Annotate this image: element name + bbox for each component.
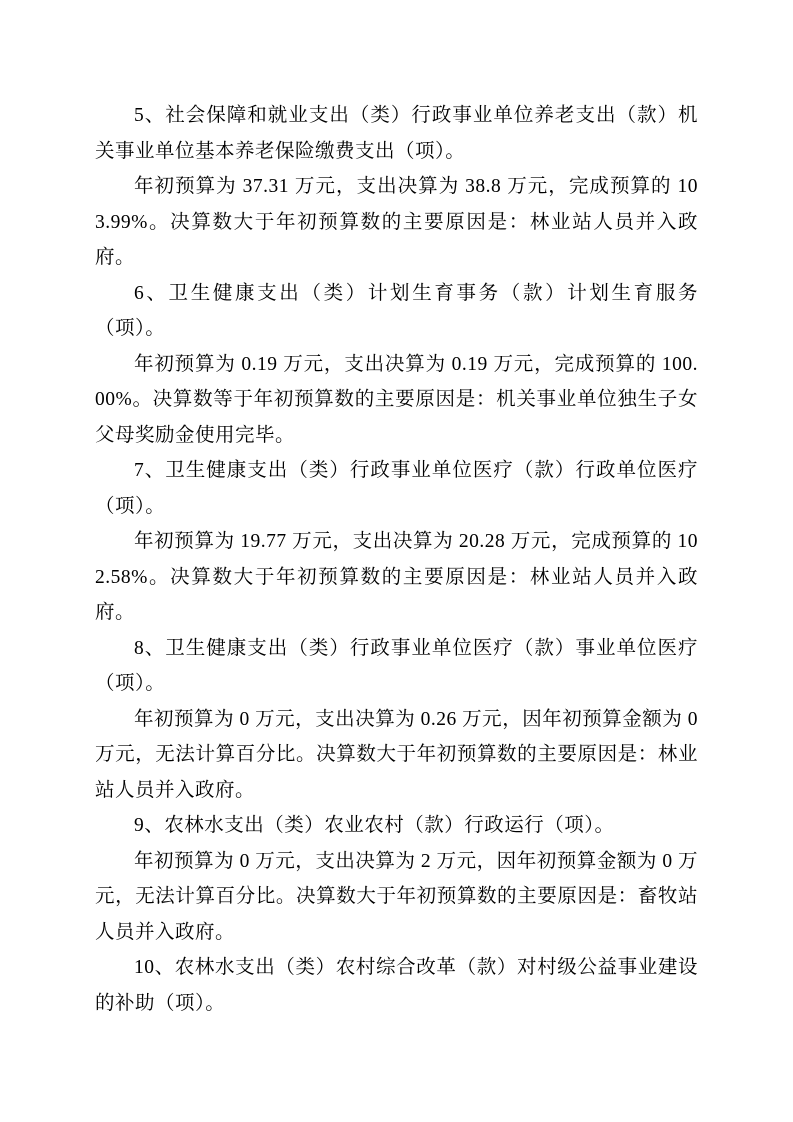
document-body bbox=[95, 98, 698, 1021]
paragraph-item-9: 9、农林水支出（类）农业农村（款）行政运行（项）。 bbox=[134, 815, 615, 836]
paragraph-budget-6: 年初预算为 0.19 万元，支出决算为 0.19 万元，完成预算的 100.00%。决算数等于年初预算数的主要原因是：机关事业单位独生子女父母奖励金使用完毕。 bbox=[95, 353, 698, 446]
paragraph-budget-8: 年初预算为 0 万元，支出决算为 0.26 万元，因年初预算金额为 0 万元，无法计算百分比。决算数大于年初预算数的主要原因是：林业站人员并入政府。 bbox=[95, 708, 698, 801]
paragraph-item-7: 7、卫生健康支出（类）行政事业单位医疗（款）行政单位医疗（项）。 bbox=[95, 460, 698, 517]
paragraph-item-8: 8、卫生健康支出（类）行政事业单位医疗（款）事业单位医疗（项）。 bbox=[95, 637, 698, 694]
paragraph-budget-5: 年初预算为 37.31 万元，支出决算为 38.8 万元，完成预算的 103.99%。决算数大于年初预算数的主要原因是：林业站人员并入政府。 bbox=[95, 176, 698, 268]
paragraph-budget-7: 年初预算为 19.77 万元，支出决算为 20.28 万元，完成预算的 102.58%。决算数大于年初预算数的主要原因是：林业站人员并入政府。 bbox=[95, 531, 698, 623]
paragraph-item-10: 10、农林水支出（类）农村综合改革（款）对村级公益事业建设的补助（项）。 bbox=[95, 957, 698, 1014]
paragraph-budget-9: 年初预算为 0 万元，支出决算为 2 万元，因年初预算金额为 0 万元，无法计算百分比。决算数大于年初预算数的主要原因是：畜牧站人员并入政府。 bbox=[95, 850, 698, 943]
paragraph-item-6: 6、卫生健康支出（类）计划生育事务（款）计划生育服务（项）。 bbox=[95, 282, 698, 339]
paragraph-item-5: 5、社会保障和就业支出（类）行政事业单位养老支出（款）机关事业单位基本养老保险缴费支出（项）。 bbox=[95, 105, 698, 162]
